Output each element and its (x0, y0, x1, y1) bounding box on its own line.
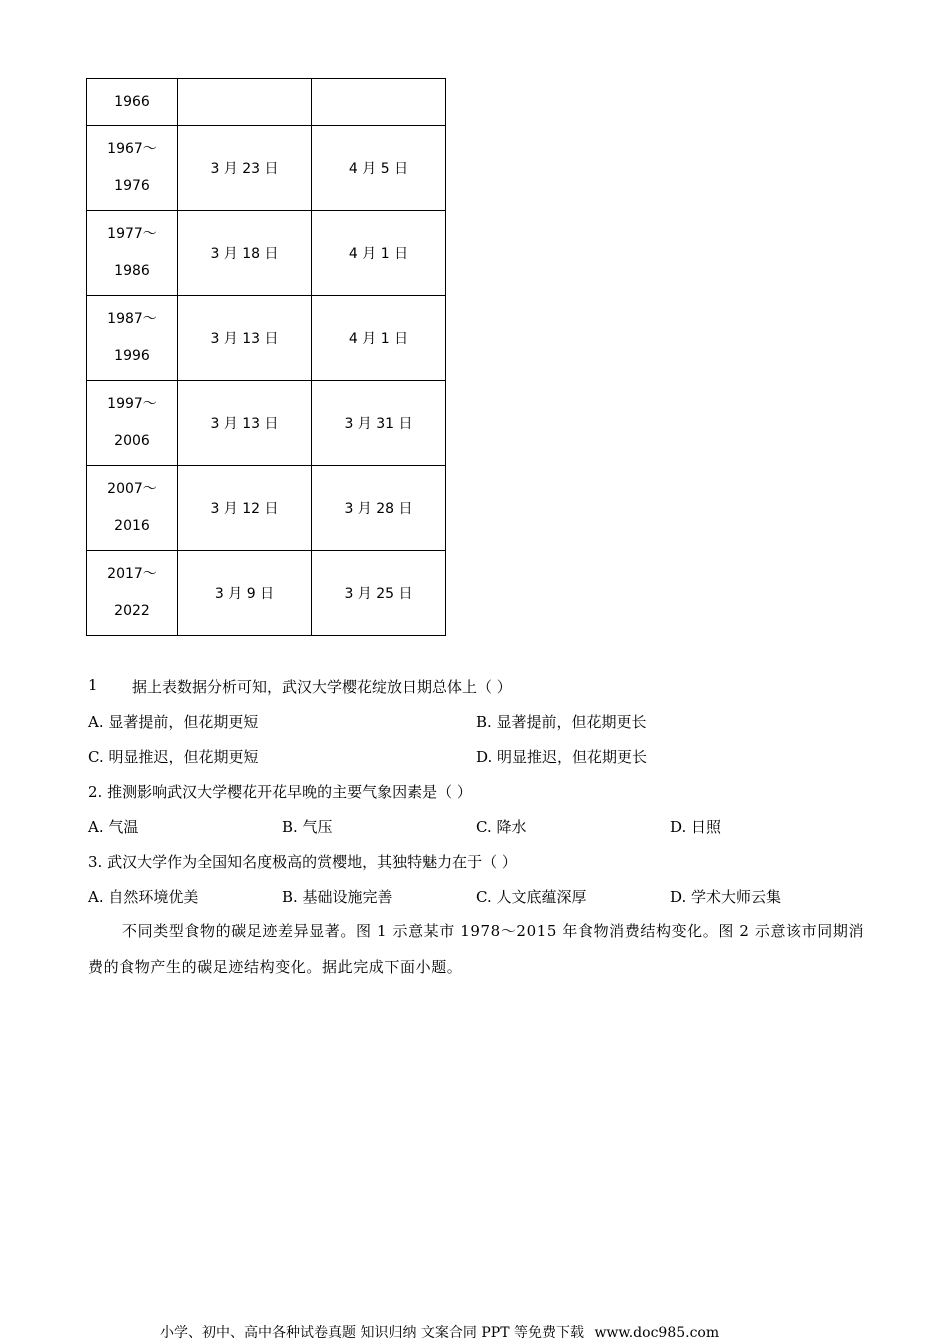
question-3-option-b: B. 基础设施完善 (282, 888, 393, 906)
intro-paragraph: 不同类型食物的碳足迹差异显著。图 1 示意某市 1978～2015 年食物消费结构变化。图 2 示意该市同期消费的食物产生的碳足迹结构变化。据此完成下面小题。 (88, 922, 865, 976)
period-cell (87, 211, 178, 296)
footer-text: 小学、初中、高中各种试卷真题 知识归纳 文案合同 PPT 等免费下载 (160, 1325, 584, 1341)
bloom-date-table (86, 78, 446, 636)
start-date-cell: 3 月 12 日 (178, 466, 312, 551)
period-end: 2016 (114, 518, 150, 534)
period-cell (87, 551, 178, 636)
end-date-cell: 4 月 1 日 (312, 296, 446, 381)
footer-site: www.doc985.com (594, 1325, 720, 1341)
period-cell (87, 381, 178, 466)
end-date-cell: 4 月 5 日 (312, 126, 446, 211)
table-row (87, 211, 446, 296)
question-1-number: 1 (88, 676, 98, 694)
end-date-cell: 3 月 31 日 (312, 381, 446, 466)
period-start: 1987～ (107, 311, 157, 327)
period-cell (87, 79, 178, 126)
start-date-cell: 3 月 18 日 (178, 211, 312, 296)
table-row (87, 466, 446, 551)
page-footer (160, 1322, 725, 1342)
question-1-stem: 据上表数据分析可知，武汉大学樱花绽放日期总体上（ ） (132, 678, 512, 696)
question-3-stem: 3. 武汉大学作为全国知名度极高的赏樱地，其独特魅力在于（ ） (88, 853, 517, 871)
question-3-option-c: C. 人文底蕴深厚 (476, 888, 587, 906)
period-start: 1967～ (107, 141, 157, 157)
period-start: 1977～ (107, 226, 157, 242)
question-2-option-d: D. 日照 (670, 818, 722, 836)
question-2-option-b: B. 气压 (282, 818, 333, 836)
question-2-option-a: A. 气温 (88, 818, 139, 836)
period-cell (87, 126, 178, 211)
end-date-cell: 3 月 25 日 (312, 551, 446, 636)
end-date-cell (312, 79, 446, 126)
start-date-cell: 3 月 9 日 (178, 551, 312, 636)
question-3-option-a: A. 自然环境优美 (88, 888, 199, 906)
period-start: 2017～ (107, 566, 157, 582)
period-end: 2022 (114, 603, 150, 619)
question-2-option-c: C. 降水 (476, 818, 527, 836)
question-3-option-d: D. 学术大师云集 (670, 888, 782, 906)
period-end: 1976 (114, 178, 150, 194)
table-row (87, 79, 446, 126)
end-date-cell: 4 月 1 日 (312, 211, 446, 296)
period-start: 1966 (114, 94, 150, 110)
period-cell (87, 296, 178, 381)
end-date-cell: 3 月 28 日 (312, 466, 446, 551)
period-end: 1986 (114, 263, 150, 279)
question-1-option-b: B. 显著提前，但花期更长 (476, 713, 647, 731)
period-end: 1996 (114, 348, 150, 364)
start-date-cell: 3 月 13 日 (178, 296, 312, 381)
period-start: 1997～ (107, 396, 157, 412)
question-1-option-d: D. 明显推迟，但花期更长 (476, 748, 648, 766)
start-date-cell: 3 月 13 日 (178, 381, 312, 466)
question-2-stem: 2. 推测影响武汉大学樱花开花早晚的主要气象因素是（ ） (88, 783, 472, 801)
start-date-cell (178, 79, 312, 126)
table-row (87, 126, 446, 211)
period-end: 2006 (114, 433, 150, 449)
period-cell (87, 466, 178, 551)
question-1-option-c: C. 明显推迟，但花期更短 (88, 748, 259, 766)
table-row (87, 551, 446, 636)
question-1-option-a: A. 显著提前，但花期更短 (88, 713, 259, 731)
period-start: 2007～ (107, 481, 157, 497)
start-date-cell: 3 月 23 日 (178, 126, 312, 211)
table-row (87, 381, 446, 466)
table-row (87, 296, 446, 381)
